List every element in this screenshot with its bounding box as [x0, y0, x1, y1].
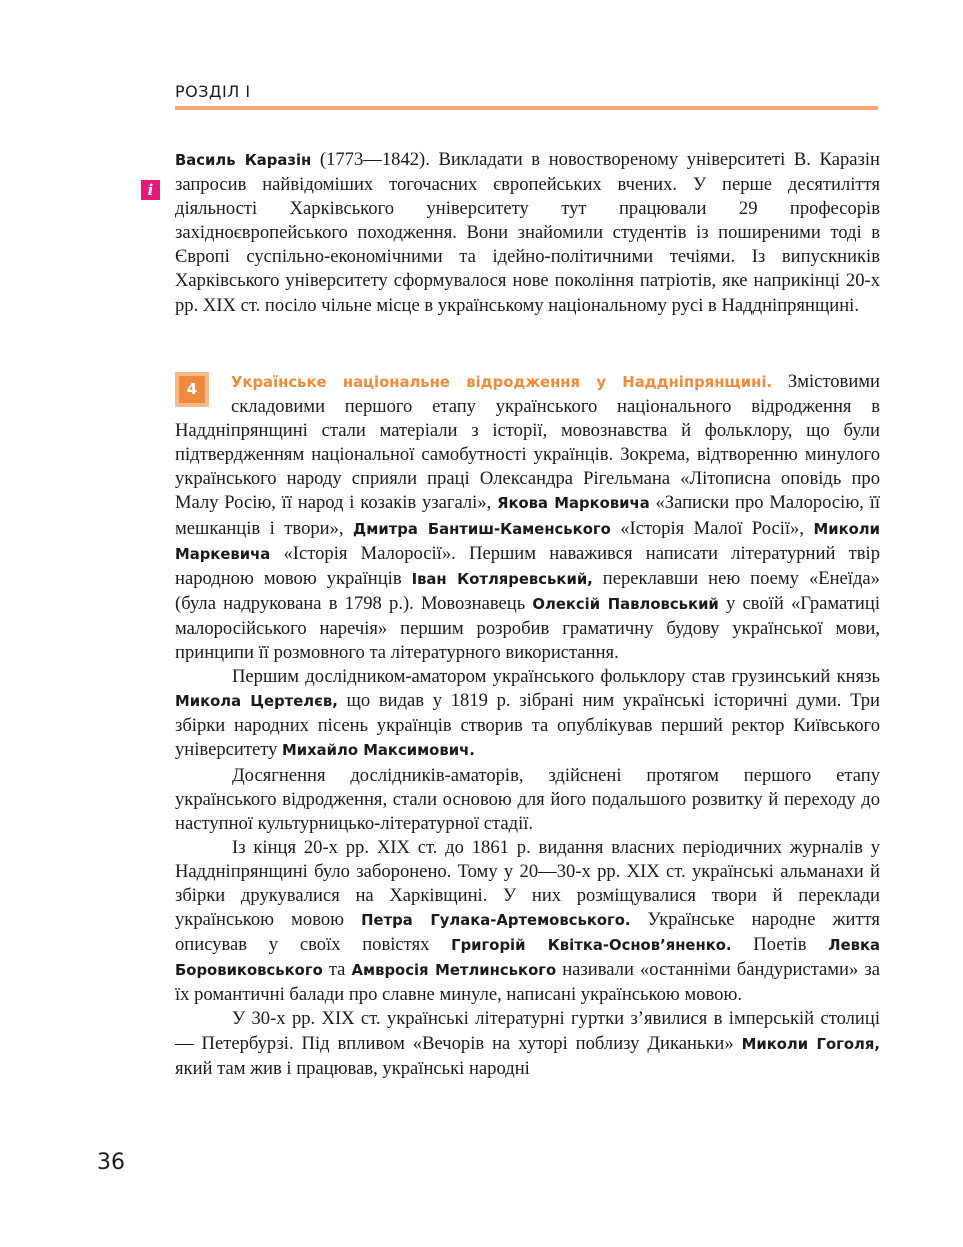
person-name: Якова Марковича: [497, 495, 650, 513]
person-name: Михайло Максимович.: [282, 742, 475, 760]
person-name: Григорій Квітка-Основ’яненко.: [451, 937, 732, 955]
section-title: Українське національне відродження у Наддніпрянщині.: [231, 374, 773, 391]
person-name: Петра Гулака-Артемовського.: [361, 912, 631, 930]
person-name: Левка Боровиковського: [175, 937, 880, 980]
person-name: Іван Котляревський,: [411, 570, 593, 588]
person-name: Амвросія Метлинського: [351, 962, 557, 980]
note-text: (1773—1842). Викладати в новоствореному університеті В. Каразін запросив найвідоміших тогочасних європейських вчених. У перше десятиліття діяльності Харківського університету тут працювали 29 професорів західноєвропейського походження. Вони знайомили студентів із поширеними тоді в Європі суспільно-економічними та ідейно-політичними течіями. Із випускників Харківського університету сформувалося нове покоління патріотів, яке наприкінці 20-х рр. XIX ст. посіло чільне місце в українському національному русі в Наддніпрянщині.: [175, 149, 880, 316]
paragraph: Українське національне відродження у Наддніпрянщині. Змістовими складовими першого етапу українського національного відродження в Наддніпрянщині стали матеріали з історії, мовознавства й фольклору, що були підтвердженням національної самобутності українців. Зокрема, відтворенню минулого українського народу сприяли праці Олександра Рігельмана «Літописна оповідь про Малу Росію, її народ і козаків узагалі», Якова Марковича «Записки про Малоросію, її мешканців і твори», Дмитра Бантиш-Каменського «Історія Малої Росії», Миколи Маркевича «Історія Малоросії». Першим наважився написати літературний твір народною мовою українців Іван Котляревський, переклавши нею поему «Енеїда» (була надрукована в 1798 р.). Мовознавець Олексій Павловський у своїй «Граматиці малоросійського наречія» першим розробив граматичну будову української мови, принципи її розмовного та літературного використання.: [175, 371, 880, 664]
section-4: [175, 370, 880, 1081]
header-divider: [175, 106, 878, 110]
person-name: Василь Каразін: [175, 152, 312, 169]
person-name: Миколи Гоголя,: [741, 1035, 880, 1053]
person-name: Дмитра Бантиш-Каменського: [353, 520, 611, 538]
person-name: Олексій Павловський: [532, 595, 719, 613]
section-number: 4: [179, 376, 205, 403]
sidebar-note: [175, 148, 880, 318]
info-icon: i: [141, 180, 160, 200]
section-header: РОЗДІЛ I: [175, 82, 251, 101]
person-name: Миколи Маркевича: [175, 520, 880, 563]
section-number-badge: [175, 372, 209, 407]
paragraph: У 30-х рр. XIX ст. українські літературні гуртки з’явилися в імперській столиці — Петербурзі. Під впливом «Вечорів на хуторі поблизу Диканьки» Миколи Гоголя, який там жив і працював, українські народні: [175, 1008, 880, 1079]
paragraph: Досягнення дослідників-аматорів, здійснені протягом першого етапу українського відродження, стали основою для його подальшого розвитку й переходу до наступної культурницько-літературної стадії.: [175, 764, 880, 834]
paragraph: Першим дослідником-аматором українського фольклору став грузинський князь Микола Цертелєв, що видав у 1819 р. зібрані ним українські історичні думи. Три збірки народних пісень українців створив та опублікував перший ректор Київського університету Михайло Максимович.: [175, 666, 880, 761]
paragraph: Із кінця 20-х рр. XIX ст. до 1861 р. видання власних періодичних журналів у Наддніпрянщині було заборонено. Тому у 20—30-х рр. XIX ст. українські альманахи й збірки друкувалися на Харківщині. У них розміщувалися твори й переклади українською мовою Петра Гулака-Артемовського. Українське народне життя описував у своїх повістях Григорій Квітка-Основ’яненко. Поетів Левка Боровиковського та Амвросія Метлинського називали «останніми бандуристами» за їх романтичні балади про славне минуле, написані українською мовою.: [175, 836, 880, 1006]
person-name: Микола Цертелєв,: [175, 693, 338, 711]
page-number: 36: [97, 1150, 125, 1175]
